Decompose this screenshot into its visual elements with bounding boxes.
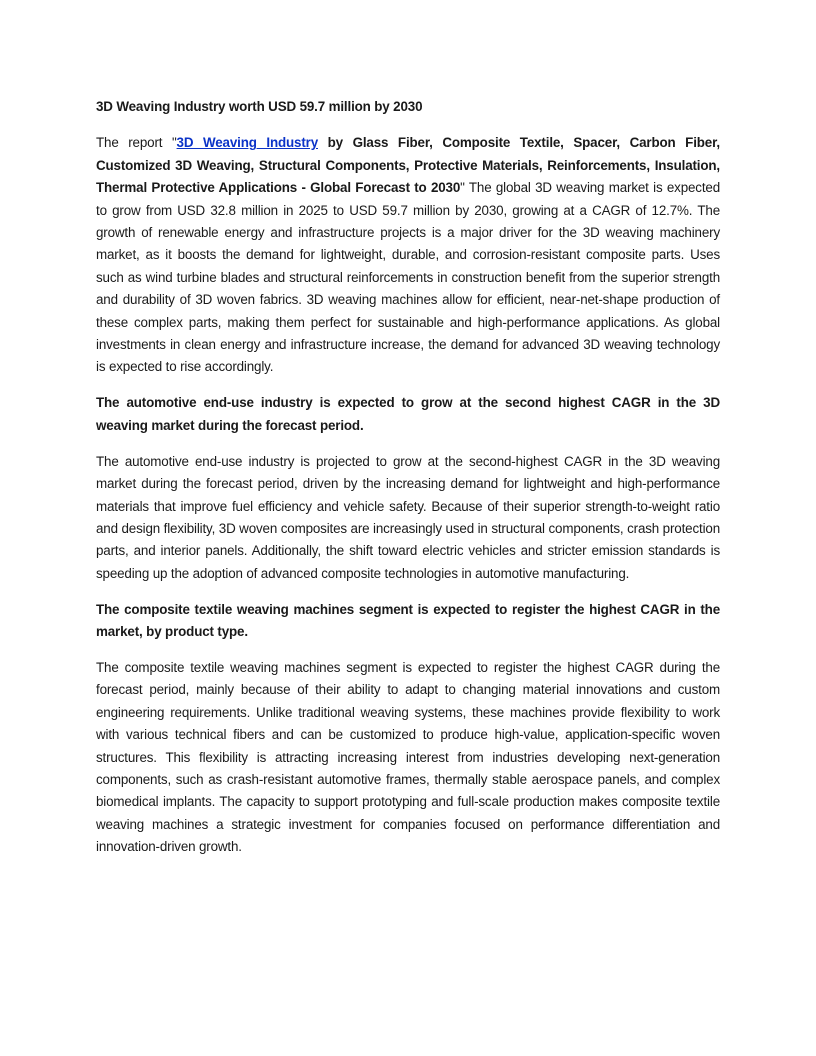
document-title: 3D Weaving Industry worth USD 59.7 million by 2030	[96, 99, 423, 114]
intro-prefix: The report "	[96, 135, 177, 151]
report-title-bold: by Glass Fiber, Composite Textile, Spacer, Carbon Fiber, Customized 3D Weaving, Structural Components, Protective Materials, Reinforcements, Insulation, Thermal Protective Applications - Global Forecast to 2030	[96, 135, 720, 196]
section-body-automotive: The automotive end-use industry is projected to grow at the second-highest CAGR in the 3D weaving market during the forecast period, driven by the increasing demand for lightweight and high-performance materials that improve fuel efficiency and vehicle safety. Because of their superior strength-to-weight ratio and design flexibility, 3D woven composites are increasingly used in structural components, crash protection parts, and interior panels. Additionally, the shift toward electric vehicles and stricter emission standards is speeding up the adoption of advanced composite technologies in automotive manufacturing.	[96, 453, 720, 581]
quote-close: "	[460, 180, 465, 196]
section-heading-composite: The composite textile weaving machines segment is expected to register the highest CAGR in the market, by product type.	[96, 601, 720, 640]
report-link[interactable]: 3D Weaving Industry	[176, 135, 318, 151]
section-heading-automotive: The automotive end-use industry is expected to grow at the second highest CAGR in the 3D weaving market during the forecast period.	[96, 395, 720, 433]
document-page	[96, 96, 720, 872]
intro-paragraph	[96, 132, 720, 378]
section-body-composite: The composite textile weaving machines segment is expected to register the highest CAGR during the forecast period, mainly because of their ability to adapt to changing material innovations and custom engineering requirements. Unlike traditional weaving systems, these machines provide flexibility to work with various technical fibers and can be customized to produce high-value, application-specific woven structures. This flexibility is attracting increasing interest from industries developing next-generation components, such as crash-resistant automotive frames, thermally stable aerospace panels, and complex biomedical implants. The capacity to support prototyping and full-scale production makes composite textile weaving machines a strategic investment for companies focused on performance differentiation and innovation-driven growth.	[96, 659, 720, 855]
intro-body: The global 3D weaving market is expected to grow from USD 32.8 million in 2025 to USD 59.7 million by 2030, growing at a CAGR of 12.7%. The growth of renewable energy and infrastructure projects is a major driver for the 3D weaving machinery market, as it boosts the demand for lightweight, durable, and corrosion-resistant composite parts. Uses such as wind turbine blades and structural reinforcements in construction benefit from the superior strength and durability of 3D woven fabrics. 3D weaving machines allow for efficient, near-net-shape production of these complex parts, making them perfect for sustainable and high-performance applications. As global investments in clean energy and infrastructure increase, the demand for advanced 3D weaving technology is expected to rise accordingly.	[96, 180, 721, 375]
